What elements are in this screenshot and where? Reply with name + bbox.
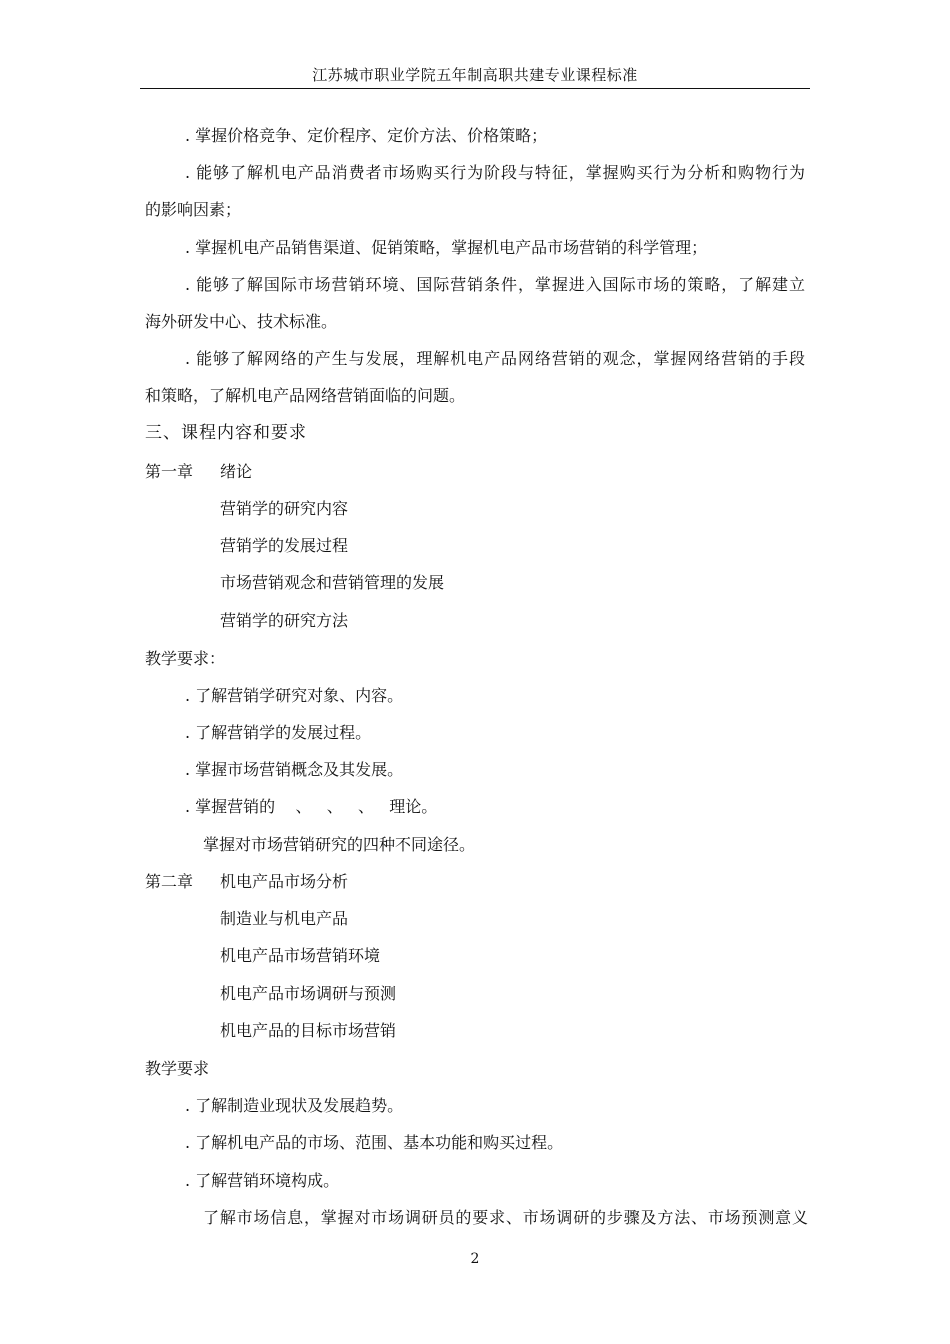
chapter-1-heading xyxy=(145,462,445,482)
chapter-label: 第二章 xyxy=(145,872,194,891)
requirement-item: . 了解制造业现状及发展趋势。 xyxy=(185,1096,404,1115)
requirement-item: . 掌握营销的 、 、 、 理论。 xyxy=(185,797,438,816)
requirement-item: . 了解营销学研究对象、内容。 xyxy=(185,686,404,705)
requirement-extra: 了解市场信息，掌握对市场调研员的要求、市场调研的步骤及方法、市场预测意义 xyxy=(203,1208,808,1227)
page-number: 2 xyxy=(470,1251,480,1267)
intro-line: . 能够了解网络的产生与发展，理解机电产品网络营销的观念，掌握网络营销的手段 xyxy=(185,349,805,368)
intro-line: 和策略，了解机电产品网络营销面临的问题。 xyxy=(145,386,466,405)
topic-item: 制造业与机电产品 xyxy=(220,909,349,928)
intro-line: . 掌握机电产品销售渠道、促销策略，掌握机电产品市场营销的科学管理； xyxy=(185,238,708,257)
header-rule xyxy=(140,88,810,89)
requirement-item: . 了解机电产品的市场、范围、基本功能和购买过程。 xyxy=(185,1133,564,1152)
requirement-item: . 掌握市场营销概念及其发展。 xyxy=(185,760,404,779)
intro-line: 海外研发中心、技术标准。 xyxy=(145,312,338,331)
topic-item: 机电产品的目标市场营销 xyxy=(220,1021,397,1040)
topic-item: 市场营销观念和营销管理的发展 xyxy=(220,573,445,592)
requirement-extra: 掌握对市场营销研究的四种不同途径。 xyxy=(203,835,476,854)
chapter-label: 第一章 xyxy=(145,462,194,481)
topic-item: 营销学的发展过程 xyxy=(220,536,349,555)
header-title: 江苏城市职业学院五年制高职共建专业课程标准 xyxy=(312,66,638,84)
requirements-heading: 教学要求 xyxy=(145,1059,210,1078)
intro-line: . 能够了解国际市场营销环境、国际营销条件，掌握进入国际市场的策略，了解建立 xyxy=(185,275,805,294)
chapter-title: 机电产品市场分析 xyxy=(220,872,349,891)
requirements-heading: 教学要求： xyxy=(145,649,226,668)
topic-item: 营销学的研究内容 xyxy=(220,499,349,518)
topic-item: 机电产品市场营销环境 xyxy=(220,946,381,965)
chapter-title: 绪论 xyxy=(220,462,253,481)
intro-line: . 能够了解机电产品消费者市场购买行为阶段与特征，掌握购买行为分析和购物行为 xyxy=(185,163,805,182)
intro-line: 的影响因素； xyxy=(145,200,242,219)
requirement-item: . 了解营销学的发展过程。 xyxy=(185,723,372,742)
chapter-2-heading xyxy=(145,872,545,892)
topic-item: 营销学的研究方法 xyxy=(220,611,349,630)
section-heading: 三、课程内容和要求 xyxy=(145,423,307,443)
topic-item: 机电产品市场调研与预测 xyxy=(220,984,397,1003)
requirement-item: . 了解营销环境构成。 xyxy=(185,1171,340,1190)
intro-line: . 掌握价格竞争、定价程序、定价方法、价格策略； xyxy=(185,126,548,145)
